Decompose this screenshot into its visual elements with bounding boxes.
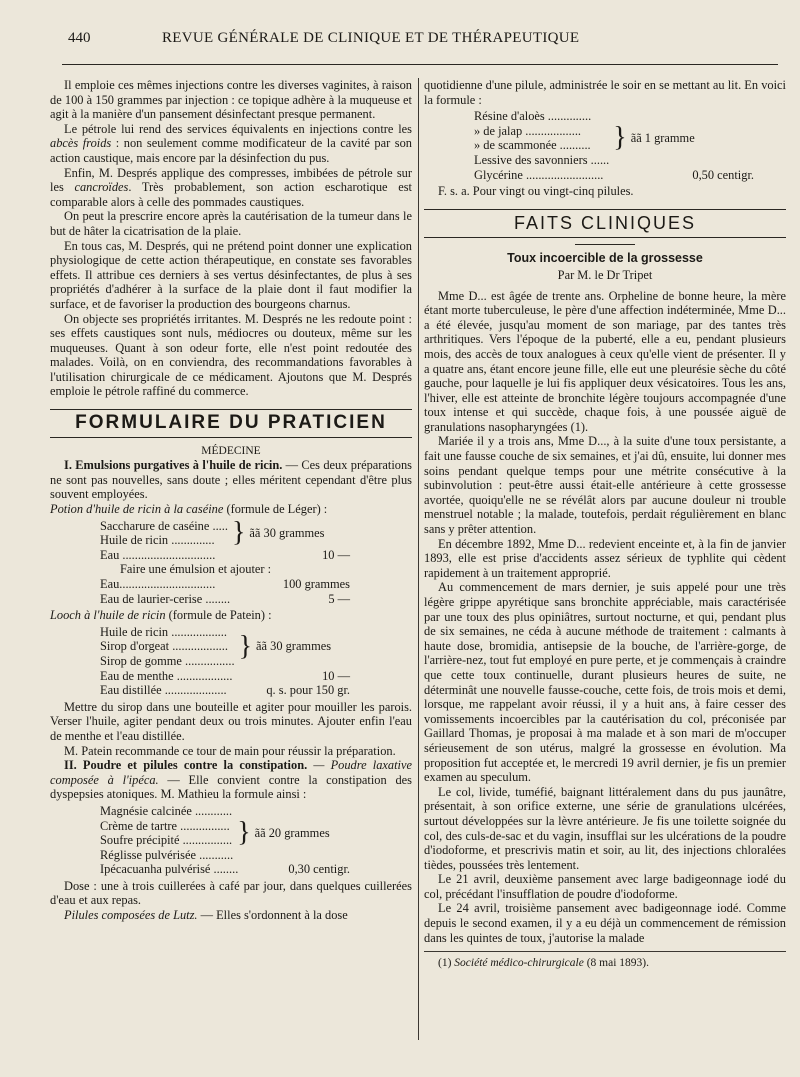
page-number: 440: [68, 30, 91, 46]
ingredient: Huile de ricin ..................: [100, 624, 227, 639]
prescription-potion: [100, 519, 412, 607]
paragraph: Il emploie ces mêmes injections contre les diverses vaginites, à raison de 100 à 150 grammes par injection : ce topique adhère à la muqueuse et agit à la manière d'un pansement désinfectant presque permanent.: [50, 78, 412, 122]
paragraph: On peut la prescrire encore après la cautérisation de la tumeur dans le but de hâter la cicatrisation de la plaie.: [50, 209, 412, 238]
paragraph: Le 24 avril, troisième pansement avec badigeonnage iodé. Comme depuis le second examen, il y a eu déjà un commencement de rémission dans les quintes de toux, j'autorise la malade: [424, 901, 786, 945]
quantity: 10 —: [322, 547, 350, 562]
paragraph: Mariée il y a trois ans, Mme D..., à la suite d'une toux persistante, a fait une fausse couche de six semaines, et j'ai dû, ensuite, lui donner mes soins pendant quelque temps pour une métrite consécutive à la subinvolution : peut-être aussi était-elle antérieure à cette grossesse avortée, quoiqu'elle ne se révélât alors par aucune douleur ni trouble menstruel notable ; la malade, toutefois, perdait régulièrement en blanc sans y prêter attention.: [424, 434, 786, 537]
quantity: 100 grammes: [282, 577, 350, 591]
ingredient: Crème de tartre ................: [100, 818, 230, 833]
brace-glyph: }: [237, 817, 251, 849]
prescription-pilules: [474, 109, 786, 182]
section-heading-box: [50, 409, 412, 438]
ingredient: Sirop d'orgeat ..................: [100, 639, 228, 654]
footnote-rule: [424, 951, 786, 952]
section-title: FORMULAIRE DU PRATICIEN: [75, 412, 387, 434]
paragraph: Le pétrole lui rend des services équivalents en injections contre les abcès froids : non seulement comme modificateur de la cavité par son action caustique, mais encore par la désinfection du pus.: [50, 121, 412, 165]
footnote: (1) Société médico-chirurgicale (8 mai 1893).: [438, 957, 649, 970]
ingredient: » de scammonée ..........: [474, 138, 591, 153]
ingredient: Eau distillée ....................: [100, 683, 227, 698]
formula-title: Looch à l'huile de ricin (formule de Patein) :: [50, 608, 272, 623]
formula-intro: II. Poudre et pilules contre la constipation. — Poudre laxative composée à l'ipéca. — Elle convient contre la constipation des dyspepsies atoniques. M. Mathieu la formule ainsi :: [50, 758, 412, 802]
quantity: 0,50 centigr.: [692, 167, 754, 182]
paragraph: En décembre 1892, Mme D... redevient enceinte et, à la fin de janvier 1893, elle est prise d'accidents assez sérieux de typhlite qui cèdent rapidement à un traitement approprié.: [424, 536, 786, 580]
paragraph: On objecte ses propriétés irritantes. M. Després ne les redoute point : ses effets caustiques sont nuls, médiocres ou douteux, même sur les muqueuses. Quant à son odeur forte, elle n'est point redoutée des malades. Voilà, on en conviendra, des recommandations favorables à l'utilisation chirurgicale de ce médicament. Ajoutons que M. Després emploie le pétrole raffiné du commerce.: [50, 311, 412, 399]
ingredient: Magnésie calcinée ............: [100, 803, 233, 818]
prescription-looch: [100, 625, 412, 698]
paragraph: Mettre du sirop dans une bouteille et agiter pour mouiller les parois. Verser l'huile, agiter pendant deux ou trois minutes. Ajouter enfin l'eau de menthe et l'eau distillée.: [50, 699, 412, 743]
paragraph: Enfin, M. Després applique des compresses, imbibées de pétrole sur les cancroïdes. Très probablement, son action escharotique est comparable alors à celle des pommades caustiques.: [50, 165, 412, 209]
ingredient: Eau de menthe ..................: [100, 668, 233, 683]
paragraph: Dose : une à trois cuillerées à café par jour, dans quelques cuillerées d'eau et aux repas.: [50, 878, 412, 908]
ingredient: Ipécacuanha pulvérisé ........: [100, 862, 239, 877]
ingredient: Glycérine .........................: [474, 167, 604, 182]
ingredient: Eau...............................: [100, 577, 216, 591]
section-heading-box: [424, 209, 786, 239]
ingredient: Eau de laurier-cerise ........: [100, 591, 231, 606]
paragraph: F. s. a. Pour vingt ou vingt-cinq pilules.: [438, 184, 634, 199]
quantity: q. s. pour 150 gr.: [266, 683, 350, 698]
quantity: 5 —: [328, 591, 350, 606]
ornament-rule: [575, 244, 635, 245]
header-rule: [62, 64, 778, 65]
paragraph: M. Patein recommande ce tour de main pour réussir la préparation.: [64, 743, 396, 758]
subsection-label: MÉDECINE: [201, 444, 261, 457]
paragraph: Mme D... est âgée de trente ans. Orpheline de bonne heure, la mère étant morte tuberculeuse, le père d'une affection indéterminée, Mme D... a été élevée, jusqu'au moment de son mariage, par des tantes très arthritiques. Vers l'époque de la puberté, elle a eu, pendant plusieurs mois, des accès de toux analogues à ceux qu'elle vient de présenter. Il y a quatre ans, étant encore jeune fille, elle eut une pleurésie sèche du côté gauche, pour laquelle je lui fis appliquer deux vésicatoires. Tous les ans, l'hiver, elle est atteinte de bronchite légère toujours accompagnée d'une toux intense et qui succède, chaque fois, à une poussée aiguë de granulations nasopharyngées (1).: [424, 288, 786, 434]
ingredient: Réglisse pulvérisée ...........: [100, 847, 234, 862]
quantity: ãã 30 grammes: [256, 639, 332, 654]
brace-glyph: }: [613, 122, 627, 154]
article-title: Toux incoercible de la grossesse: [507, 251, 703, 266]
ingredient: Sirop de gomme ................: [100, 653, 235, 668]
column-divider: [418, 78, 419, 1040]
ingredient: Résine d'aloès ..............: [474, 109, 592, 124]
quantity: 0,30 centigr.: [288, 862, 350, 877]
running-title: REVUE GÉNÉRALE DE CLINIQUE ET DE THÉRAPEUTIQUE: [162, 30, 580, 46]
left-column: [50, 78, 412, 923]
instruction: Faire une émulsion et ajouter :: [120, 562, 272, 577]
brace-glyph: }: [231, 517, 246, 549]
brace-glyph: }: [238, 630, 253, 662]
running-header: [68, 30, 776, 52]
paragraph: quotidienne d'une pilule, administrée le soir en se mettant au lit. En voici la formule :: [424, 78, 786, 107]
paragraph: Le col, livide, tuméfié, baignant littéralement dans du pus jaunâtre, présentait, à son orifice externe, une série de granulations ulcérées, surtout développées sur la lèvre antérieure. Je fis une toilette soignée du col, des culs-de-sac et du vagin, insufflai sur les ulcérations de la poudre d'iodoforme, et prescrivis matin et soir, au lit, des injections chloralées tièdes, poussées très lentement.: [424, 784, 786, 872]
paragraph: En tous cas, M. Després, qui ne prétend point donner une explication physiologique de cette action thérapeutique, en constate ses favorables effets. Il attribue ces derniers à ses vertus désinfectantes, de plus à ses propriétés d'adhérer à la surface de la plaie dont il faut modifier la surface, et de favoriser la production des bourgeons charnus.: [50, 238, 412, 311]
byline: Par M. le Dr Tripet: [557, 267, 653, 282]
ingredient: Saccharure de caséine .....: [100, 518, 228, 533]
paragraph: Pilules composées de Lutz. — Elles s'ordonnent à la dose: [64, 908, 348, 923]
quantity: ãã 1 gramme: [630, 131, 695, 146]
prescription-poudre: [100, 804, 412, 877]
ingredient: Soufre précipité ................: [100, 833, 233, 848]
ingredient: Lessive des savonniers ......: [474, 152, 610, 167]
paragraph: Au commencement de mars dernier, je suis appelé pour une très légère grippe apyrétique sans bronchite appréciable, mais caractérisée par une toux des plus opiniâtres, surtout nocturne, et qui, pendant plus de six semaines, ne céda à aucune méthode de traitement : calmants à haute dose, bromidia, antisepsie de la bouche, de l'arrière-gorge, de l'arrière-nez, tout fut employé en pure perte, et je commençais à craindre que cette toux continuelle, durant plusieurs heures de suite, ne déterminât une nouvelle fausse-couche, cette fois, de trois mois et demi, lorsque, me rappelant avoir réussi, il y a huit ans, à faire cesser des vomissements incoercibles par la cautérisation du col, préconisée par Gaillard Thomas, je proposai à ma malade et à son mari de m'occuper sérieusement de son utérus, malgré la grossesse en évolution. Ma proposition fut acceptée et, le mercredi 19 avril dernier, je fis un premier examen au speculum.: [424, 580, 786, 785]
ingredient: Eau ..............................: [100, 547, 216, 562]
right-column: [424, 78, 786, 971]
formula-title: Potion d'huile de ricin à la caséine (formule de Léger) :: [50, 502, 328, 517]
ingredient: » de jalap ..................: [474, 123, 582, 138]
paragraph: Le 21 avril, deuxième pansement avec large badigeonnage iodé du col, précédant l'insufflation de poudre d'iodoforme.: [424, 872, 786, 901]
quantity: 10 —: [322, 668, 350, 683]
formula-intro: I. Emulsions purgatives à l'huile de ricin. — Ces deux préparations ne sont pas nouvelles, sans doute ; elles méritent cependant d'être plus souvent employées.: [50, 458, 412, 502]
quantity: ãã 20 grammes: [254, 825, 330, 840]
section-title: FAITS CLINIQUES: [513, 212, 697, 233]
ingredient: Huile de ricin ..............: [100, 533, 215, 548]
quantity: ãã 30 grammes: [249, 525, 325, 540]
